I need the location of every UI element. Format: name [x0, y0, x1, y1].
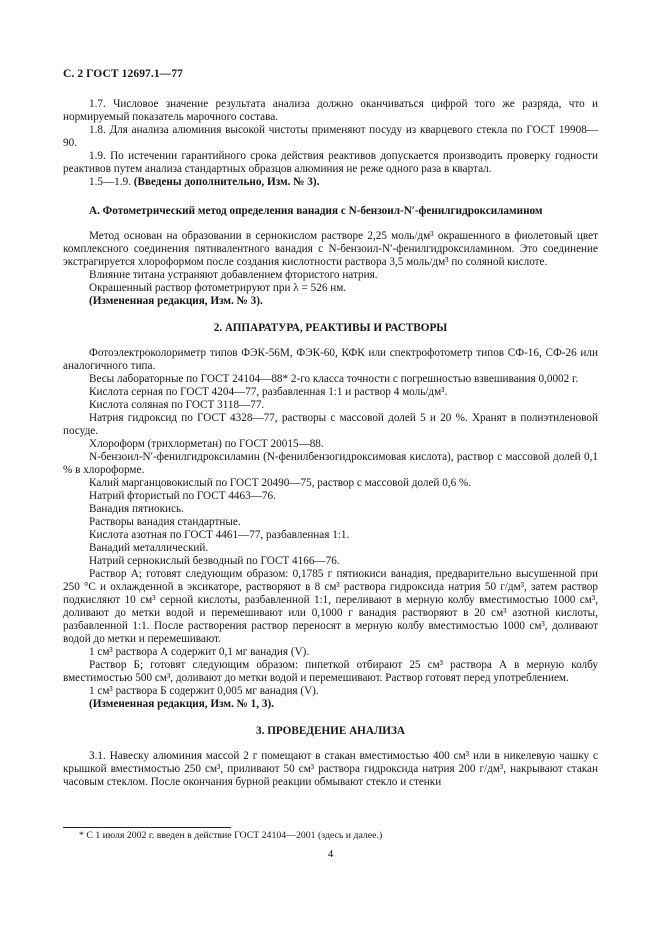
section-2-amendment-note: (Измененная редакция, Изм. № 1, 3). — [89, 698, 274, 710]
page-header: С. 2 ГОСТ 12697.1—77 — [63, 68, 184, 80]
list-item: 1 см³ раствора А содержит 0,1 мг ванадия (V). — [89, 646, 310, 658]
list-item: Кислота соляная по ГОСТ 3118—77. — [89, 399, 265, 411]
list-item: Натрия гидроксид по ГОСТ 4328—77, растворы с массовой долей 5 и 20 %. Хранят в полиэтиленовой посуде. — [63, 412, 598, 437]
list-item: Кислота азотная по ГОСТ 4461—77, разбавленная 1:1. — [89, 529, 350, 541]
intro-note-prefix: 1.5—1.9. — [89, 176, 134, 188]
section-3-title: 3. ПРОВЕДЕНИЕ АНАЛИЗА — [256, 725, 405, 737]
intro-note-bold: (Введены дополнительно, Изм. № 3). — [133, 176, 320, 188]
method-paragraph-3: Окрашенный раствор фотометрируют при λ = 526 нм. — [89, 282, 347, 294]
paragraph-3-1: 3.1. Навеску алюминия массой 2 г помещают в стакан вместимостью 400 см³ или в никелевую чашку с крышкой вместимостью 250 см³, приливают 50 см³ раствора гидроксида натрия 200 г/дм³, накрывают стакан часовым стеклом. После окончания бурной реакции обмывают стекло и стенки — [63, 750, 598, 788]
intro-amendment-note — [63, 176, 598, 189]
list-item: Ванадий металлический. — [89, 542, 209, 554]
list-item: Ванадия пятиокись. — [89, 503, 184, 515]
method-paragraph-1: Метод основан на образовании в сернокислом растворе 2,25 моль/дм³ окрашенного в фиолетовый цвет комплексного соединения пятивалентного ванадия с N-бензоил-N′-фенилгидроксиламином. Это соединение экстрагируется хлороформом после создания кислотности раствора 3,5 моль/дм³ по соляной кислоте. — [63, 230, 598, 268]
list-item: N-бензоил-N′-фенилгидроксиламин (N-фенилбензогидроксимовая кислота), раствор с массовой долей 0,1 % в хлороформе. — [63, 451, 598, 476]
list-item: Хлороформ (трихлорметан) по ГОСТ 20015—88. — [89, 438, 324, 450]
list-item: Натрий сернокислый безводный по ГОСТ 4166—76. — [89, 555, 340, 567]
method-paragraph-2: Влияние титана устраняют добавлением фтористого натрия. — [89, 269, 378, 281]
list-item: Раствор А; готовят следующим образом: 0,1785 г пятиокиси ванадия, предварительно высушенной при 250 °С и охлажденной в эксикаторе, растворяют в 8 см³ раствора гидроксида натрия 50 г/дм³, затем раствор подкисляют 10 см³ серной кислоты, разбавленной 1:1, переливают в мерную колбу вместимостью 1000 см³, доливают до метки водой и перемешивают или 0,1000 г ванадия растворяют в 20 см³ азотной кислоты, разбавленной 1:1. После растворения раствор переносят в мерную колбу вместимостью 1000 см³, доливают водой до метки и перемешивают. — [63, 568, 598, 645]
list-item: Кислота серная по ГОСТ 4204—77, разбавленная 1:1 и раствор 4 моль/дм³. — [89, 386, 448, 398]
section-a-title: А. Фотометрический метод определения ванадия с N-бензоил-N′-фенилгидроксиламином — [89, 205, 543, 217]
paragraph-1-9: 1.9. По истечении гарантийного срока действия реактивов допускается производить проверку годности реактивов путем анализа стандартных образцов алюминия не реже одного раза в квартал. — [63, 150, 598, 175]
paragraph-1-7: 1.7. Числовое значение результата анализа должно оканчиваться цифрой того же разряда, что и нормируемый показатель марочного состава. — [63, 98, 598, 123]
list-item: Растворы ванадия стандартные. — [89, 516, 241, 528]
document-body — [63, 98, 598, 789]
list-item: 1 см³ раствора Б содержит 0,005 мг ванадия (V). — [89, 685, 319, 697]
footnote: * С 1 июля 2002 г. введен в действие ГОСТ 24104—2001 (здесь и далее.) — [79, 830, 383, 841]
paragraph-1-8: 1.8. Для анализа алюминия высокой чистоты применяют посуду из кварцевого стекла по ГОСТ 19908—90. — [63, 124, 598, 149]
footnote-divider — [63, 827, 231, 828]
list-item: Калий марганцовокислый по ГОСТ 20490—75, раствор с массовой долей 0,6 %. — [89, 477, 472, 489]
section-2-title: 2. АППАРАТУРА, РЕАКТИВЫ И РАСТВОРЫ — [213, 322, 448, 334]
list-item: Раствор Б; готовят следующим образом: пипеткой отбирают 25 см³ раствора А в мерную колбу вместимостью 500 см³, доливают до метки водой и перемешивают. Раствор готовят перед употреблением. — [63, 659, 598, 684]
list-item: Весы лабораторные по ГОСТ 24104—88* 2-го класса точности с погрешностью взвешивания 0,0002 г. — [89, 373, 579, 385]
method-amendment-note: (Измененная редакция, Изм. № 3). — [89, 295, 263, 307]
page-number: 4 — [327, 848, 334, 860]
list-item: Натрий фтористый по ГОСТ 4463—76. — [89, 490, 276, 502]
list-item: Фотоэлектроколориметр типов ФЭК-56М, ФЭК-60, КФК или спектрофотометр типов СФ-16, СФ-26 или аналогичного типа. — [63, 347, 598, 372]
